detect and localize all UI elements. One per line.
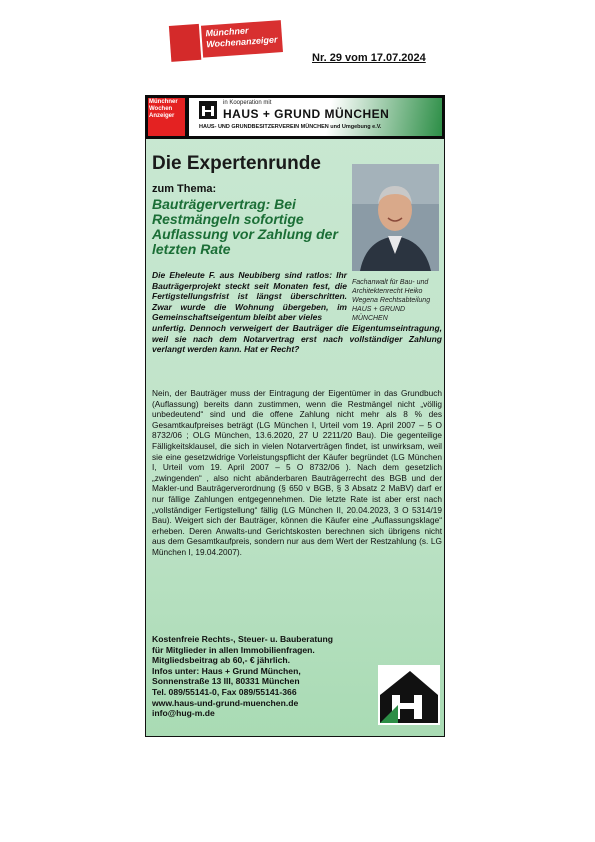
thema-label: zum Thema: [152,183,217,195]
lead-narrow-text: Die Eheleute F. aus Neubiberg sind ratlos: Ihr Bauträgerprojekt steckt seit Monaten fest, die Fertigstellungsfrist ist längst überschritten. Zwar wurde die Wohnung übergeben, im Gemeinschaftseigentum bleibt aber vieles [152,270,347,323]
article-title: Die Expertenrunde [152,153,321,174]
haus-grund-logo-icon [199,101,217,119]
issue-label: Nr. 29 vom 17.07.2024 [312,52,426,64]
footer-line: Kostenfreie Rechts-, Steuer- u. Bauberatung [152,634,333,644]
expert-photo [352,164,439,271]
newspaper-logo-mark [169,24,201,62]
footer-line: für Mitglieder in allen Immobilienfragen. [152,644,315,655]
article-banner [145,95,445,139]
org-name: HAUS + GRUND MÜNCHEN [223,107,390,121]
newspaper-logo [169,18,283,62]
footer-email-link[interactable]: info@hug-m.de [152,708,215,719]
footer-line: Infos unter: Haus + Grund München, [152,665,301,676]
newspaper-logo-text: Münchner Wochenanzeiger [201,20,283,58]
article-lead [152,270,442,355]
lead-wide-text: unfertig. Dennoch verweigert der Bauträger die Eigentumseintragung, weil sie nach dem Notarvertrag erst nach vollständiger Zahlung verlangt werden kann. Hat er Recht? [152,322,442,355]
footer-line: Sonnenstraße 13 III, 80331 München [152,676,300,687]
article-body: Nein, der Bauträger muss der Eintragung der Eigentümer in das Grundbuch (Auflassung) bereits dann zustimmen, wenn die Restmängel nicht „völlig unbedeutend“ sind und die offene Zahlung nicht mehr als 8 % des Gesamtkaufpreises beträgt (LG München I, Urteil vom 19. April 2007 – 5 O 8732/06 ; OLG München, 13.6.2020, 27 U 2211/20 Bau). Die gegenteilige Fälligkeitsklausel, die sich in vielen Notarverträgen findet, ist unwirksam, weil sie eine gesetzwidrige Vorleistungspflicht der Käufer begründet (LG München I, Urteil vom 19. April 2007 – 5 O 8732/06 ). Nach dem gesetzlich „zwingenden“ , also nicht abänderbaren Bauträgerrecht des BGB und der Makler-und Bauträgerverordnung (§ 650 v BGB, § 3 Absatz 2 MaBV) darf er nur fällige Zahlungen entgegennehmen. Die letzte Rate ist aber erst nach „vollständiger Fertigstellung“ fällig (LG München II, 20.04.2023, 3 O 5314/19 Bau). Weigert sich der Bauträger, können die Käufer eine „Auflassungsklage“ erheben. Deren Anwalts-und Gerichtskosten berechnen sich übrigens nicht aus dem Gesamtkaufpreis, sondern nur aus dem Wert der Restzahlung (s. LG München I, 19.04.2007). [152,388,442,557]
photo-caption: Fachanwalt für Bau- und Architektenrecht Heiko Wegena Rechtsabteilung HAUS + GRUND MÜNCHEN [352,279,431,322]
footer-website-link[interactable]: www.haus-und-grund-muenchen.de [152,697,299,708]
kooperation-label: in Kooperation mit [223,100,272,106]
wochenanzeiger-small-logo: Münchner Wochen Anzeiger [148,98,185,136]
org-subtitle: HAUS- UND GRUNDBESITZERVEREIN MÜNCHEN und Umgebung e.V. [199,124,382,130]
haus-grund-house-logo-icon [378,665,440,725]
footer-info [152,634,377,719]
footer-line: Tel. 089/55141-0, Fax 089/55141-366 [152,686,297,697]
article-headline: Bauträgervertrag: Bei Restmängeln sofortige Auflassung vor Zahlung der letzten Rate [152,196,338,257]
footer-line: Mitgliedsbeitrag ab 60,- € jährlich. [152,655,291,666]
